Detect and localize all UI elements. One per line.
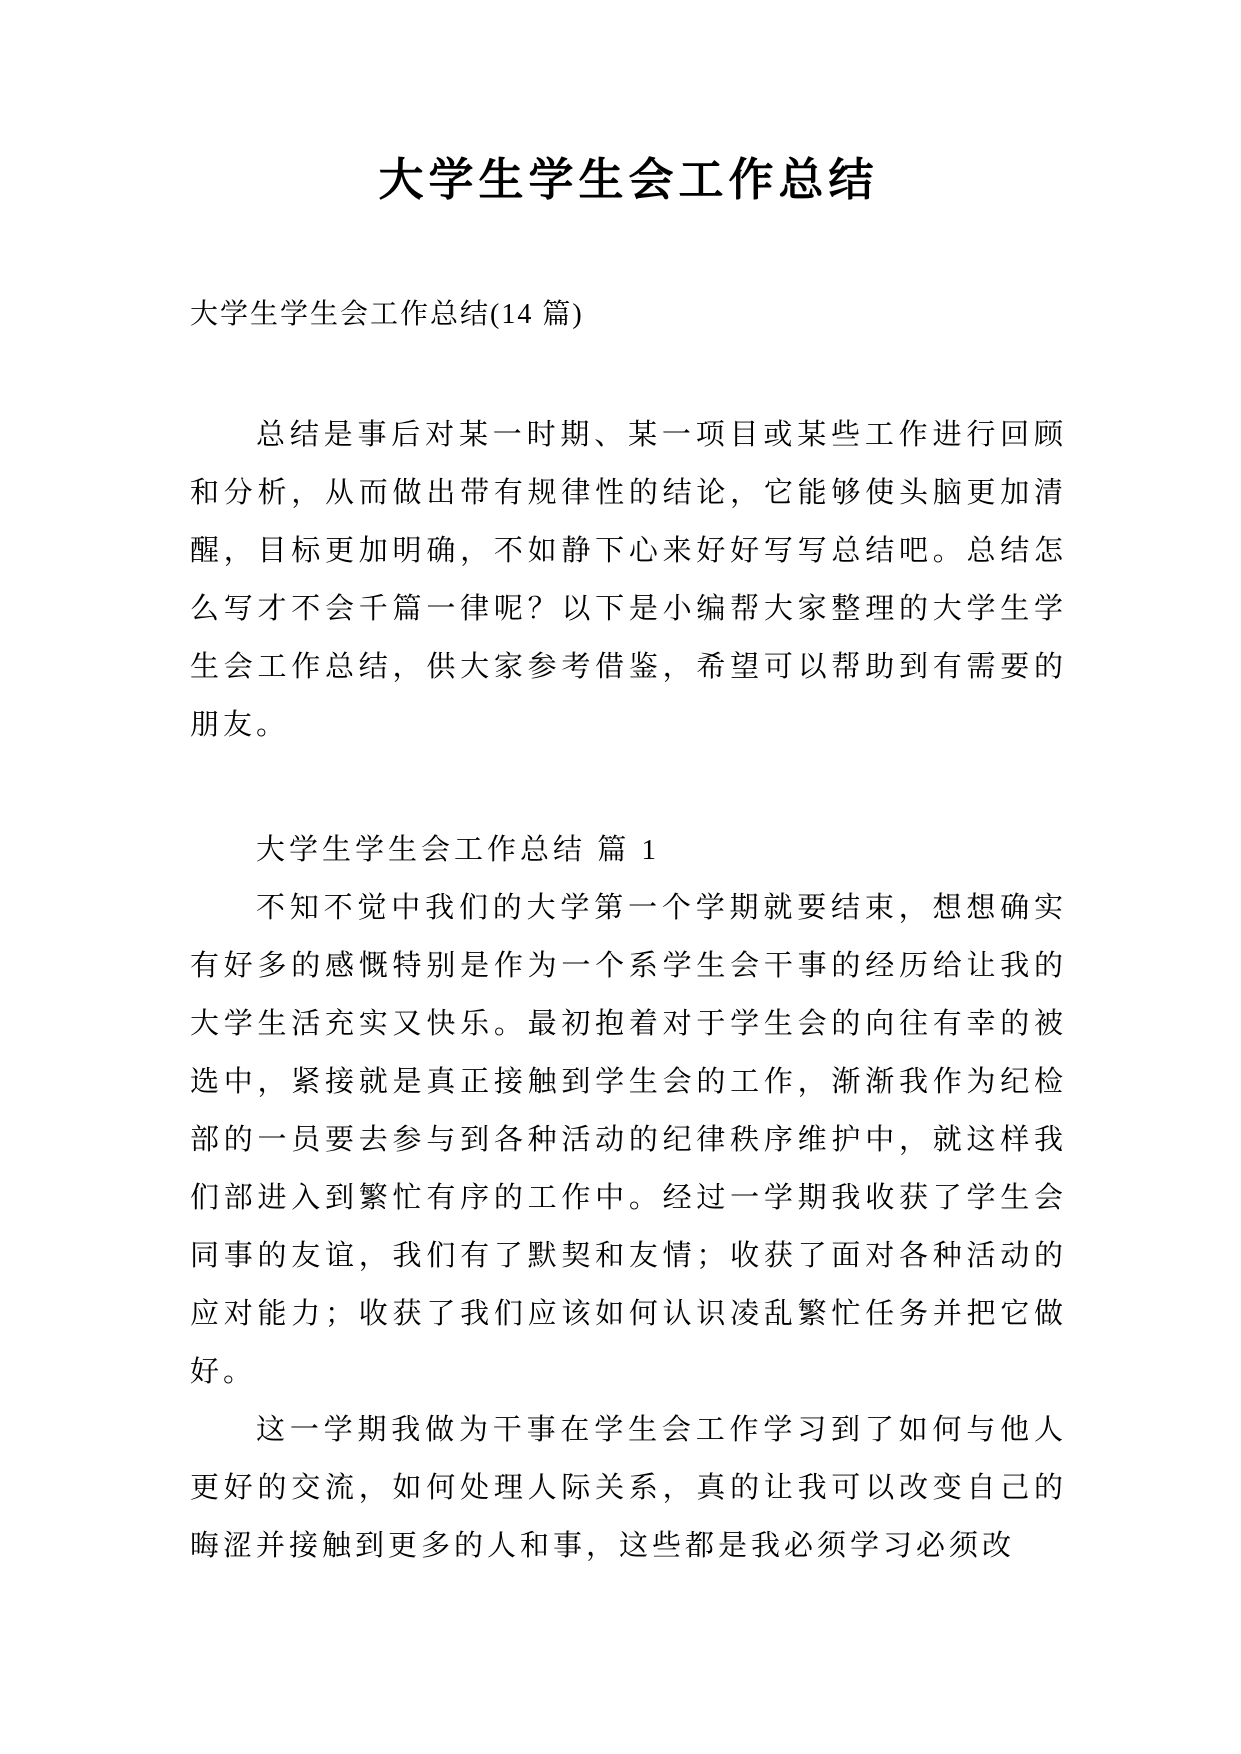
body-paragraph: 不知不觉中我们的大学第一个学期就要结束，想想确实有好多的感慨特别是作为一个系学生会干事的经历给让我的大学生活充实又快乐。最初抱着对于学生会的向往有幸的被选中，紧接就是真正接触到学生会的工作，渐渐我作为纪检部的一员要去参与到各种活动的纪律秩序维护中，就这样我们部进入到繁忙有序的工作中。经过一学期我收获了学生会同事的友谊，我们有了默契和友情；收获了面对各种活动的应对能力；收获了我们应该如何认识凌乱繁忙任务并把它做好。 (190, 892, 1067, 1388)
document-subtitle: 大学生学生会工作总结(14 篇) (190, 299, 584, 330)
intro-paragraph: 总结是事后对某一时期、某一项目或某些工作进行回顾和分析，从而做出带有规律性的结论，它能够使头脑更加清醒，目标更加明确，不如静下心来好好写写总结吧。总结怎么写才不会千篇一律呢？以下是小编帮大家整理的大学生学生会工作总结，供大家参考借鉴，希望可以帮助到有需要的朋友。 (190, 419, 1067, 741)
section-heading-pian-1: 大学生学生会工作总结 篇 1 (256, 834, 661, 866)
document-title: 大学生学生会工作总结 (378, 155, 879, 205)
body-paragraph: 这一学期我做为干事在学生会工作学习到了如何与他人更好的交流，如何处理人际关系，真的让我可以改变自己的晦涩并接触到更多的人和事，这些都是我必须学习必须改 (190, 1414, 1067, 1562)
